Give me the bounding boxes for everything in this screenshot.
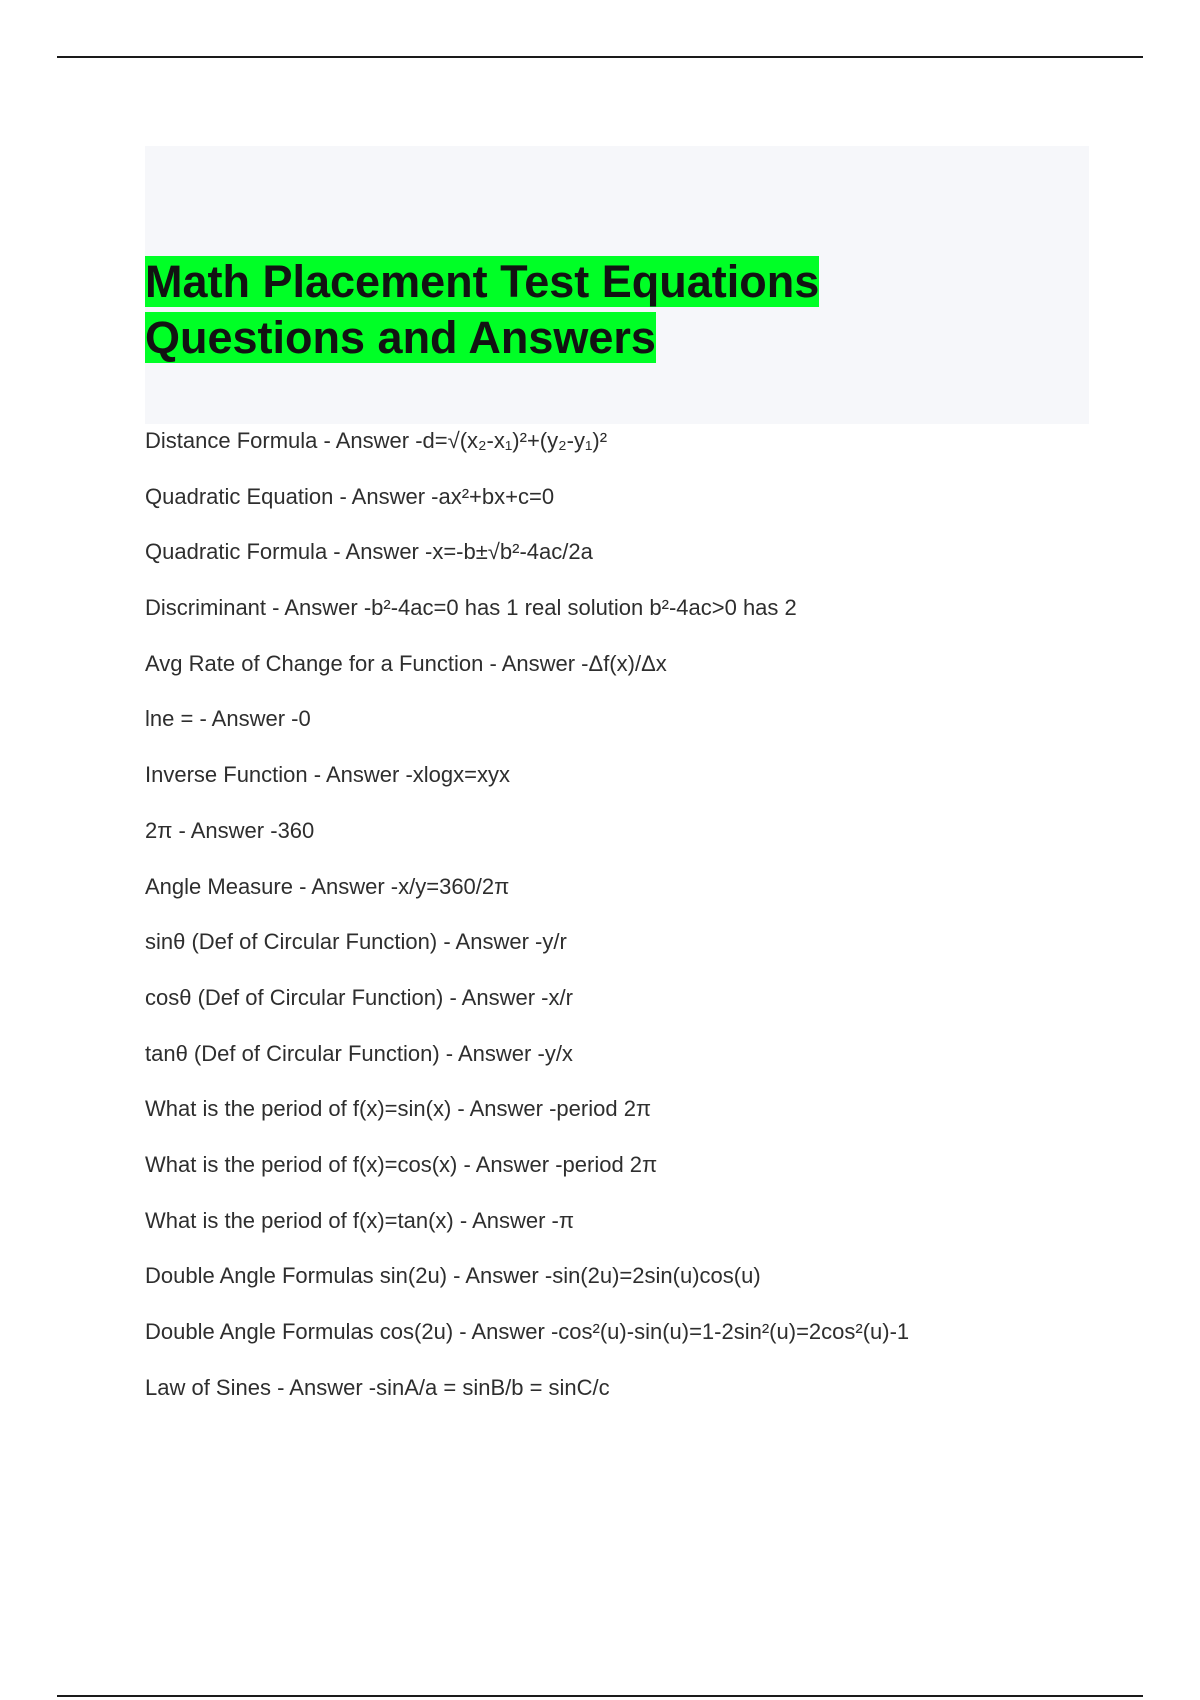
qa-list <box>145 424 1125 1426</box>
qa-separator: - Answer - <box>453 1207 559 1233</box>
qa-answer: cos²(u)-sin(u)=1-2sin²(u)=2cos²(u)-1 <box>558 1319 910 1344</box>
qa-answer: sinA/a = sinB/b = sinC/c <box>376 1374 610 1400</box>
qa-item <box>145 702 1125 758</box>
qa-separator: - Answer - <box>292 873 399 899</box>
qa-answer: 360 <box>277 817 315 843</box>
page-title <box>145 254 819 366</box>
qa-separator: - Answer - <box>457 1151 563 1177</box>
qa-separator: - Answer - <box>317 428 423 453</box>
qa-answer: b²-4ac=0 has 1 real solution b²-4ac>0 has 2 <box>371 595 797 621</box>
qa-answer: period 2π <box>562 1151 658 1177</box>
qa-separator: - Answer - <box>172 817 278 843</box>
qa-question: What is the period of f(x)=sin(x) <box>145 1096 452 1122</box>
qa-question: cosθ (Def of Circular Function) <box>145 984 444 1010</box>
qa-answer: x/y=360/2π <box>398 873 510 899</box>
qa-question: Distance Formula <box>145 428 318 453</box>
qa-question: What is the period of f(x)=tan(x) <box>145 1207 454 1233</box>
qa-question: Double Angle Formulas sin(2u) <box>145 1263 448 1289</box>
qa-separator: - Answer - <box>451 1096 557 1122</box>
qa-question: Law of Sines <box>145 1374 271 1400</box>
qa-answer: d=√(x₂-x₁)²+(y₂-y₁)² <box>422 428 608 453</box>
qa-separator: - Answer - <box>266 595 372 621</box>
qa-question: lne = <box>145 706 194 732</box>
qa-answer: y/x <box>544 1040 573 1066</box>
qa-item <box>145 1315 1125 1371</box>
qa-question: Avg Rate of Change for a Function <box>145 650 484 676</box>
qa-question: Inverse Function <box>145 762 308 788</box>
qa-item <box>145 981 1125 1037</box>
qa-answer: Δf(x)/Δx <box>588 650 667 676</box>
title-line-2: Questions and Answers <box>145 312 656 363</box>
qa-separator: - Answer - <box>453 1319 559 1344</box>
qa-separator: - Answer - <box>270 1374 377 1400</box>
qa-answer: x=-b±√b²-4ac/2a <box>432 539 593 565</box>
qa-separator: - Answer - <box>327 539 433 565</box>
qa-question: tanθ (Def of Circular Function) <box>145 1040 440 1066</box>
qa-question: 2π <box>145 817 173 843</box>
qa-question: Discriminant <box>145 595 267 621</box>
qa-question: Double Angle Formulas cos(2u) <box>145 1319 454 1344</box>
qa-separator: - Answer - <box>443 984 549 1010</box>
qa-question: Angle Measure <box>145 873 293 899</box>
title-line-1: Math Placement Test Equations <box>145 256 820 307</box>
top-rule <box>57 56 1143 58</box>
qa-separator: - Answer - <box>447 1263 553 1289</box>
qa-item <box>145 925 1125 981</box>
qa-item <box>145 1148 1125 1204</box>
qa-separator: - Answer - <box>193 706 299 732</box>
qa-answer: xlogx=xyx <box>412 762 510 788</box>
qa-separator: - Answer - <box>483 650 589 676</box>
qa-question: Quadratic Formula <box>145 539 328 565</box>
qa-item <box>145 814 1125 870</box>
qa-answer: 0 <box>298 706 311 732</box>
qa-separator: - Answer - <box>437 929 543 955</box>
qa-question: Quadratic Equation <box>145 483 334 509</box>
qa-item <box>145 870 1125 926</box>
qa-item <box>145 1092 1125 1148</box>
qa-question: sinθ (Def of Circular Function) <box>145 929 438 955</box>
qa-item <box>145 758 1125 814</box>
qa-answer: π <box>558 1207 575 1233</box>
qa-separator: - Answer - <box>307 762 413 788</box>
bottom-rule <box>57 1695 1143 1697</box>
qa-answer: ax²+bx+c=0 <box>438 483 555 509</box>
qa-answer: sin(2u)=2sin(u)cos(u) <box>552 1263 761 1289</box>
qa-answer: period 2π <box>556 1096 652 1122</box>
qa-item <box>145 1037 1125 1093</box>
qa-item <box>145 1371 1125 1427</box>
qa-item <box>145 480 1125 536</box>
qa-answer: x/r <box>548 984 573 1010</box>
qa-item <box>145 1204 1125 1260</box>
qa-separator: - Answer - <box>439 1040 545 1066</box>
qa-question: What is the period of f(x)=cos(x) <box>145 1151 458 1177</box>
qa-item <box>145 535 1125 591</box>
qa-item <box>145 424 1125 480</box>
qa-item <box>145 1259 1125 1315</box>
qa-separator: - Answer - <box>333 483 439 509</box>
qa-answer: y/r <box>542 929 567 955</box>
qa-item <box>145 647 1125 703</box>
qa-item <box>145 591 1125 647</box>
